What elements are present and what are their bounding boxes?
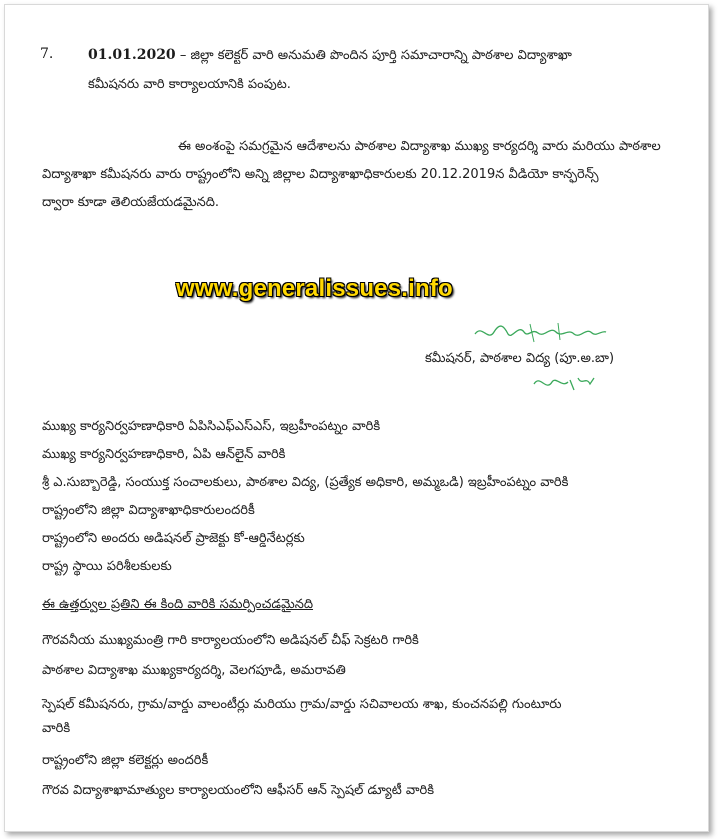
item-date: 01.01.2020 bbox=[88, 47, 176, 63]
copy-to-1: గౌరవనీయ ముఖ్యమంత్రి గారి కార్యాలయంలోని అడిషనల్ చీఫ్ సెక్రటరి గారికి bbox=[42, 633, 419, 648]
recipient-4: రాష్ట్రంలోని జిల్లా విద్యాశాఖాధికారులందరికీ bbox=[42, 503, 255, 518]
recipient-6: రాష్ట్ర స్థాయి పరిశీలకులకు bbox=[42, 559, 172, 574]
item-line-1 bbox=[88, 46, 572, 65]
signatory-title: కమీషనర్, పాఠశాల విద్య (పూ.అ.బా) bbox=[425, 351, 615, 366]
paragraph-line-3: ద్వారా కూడా తెలియజేయడమైనది. bbox=[42, 195, 220, 210]
item-line-1-text: – జిల్లా కలెక్టర్ వారి అనుమతి పొందిన పూర్తి సమాచారాన్ని పాఠశాల విద్యాశాఖా bbox=[179, 48, 572, 63]
paragraph-line-2: విద్యాశాఖా కమీషనరు వారు రాష్ట్రంలోని అన్ని జిల్లాల విద్యాశాఖాధికారులకు 20.12.2019న వీడియో కాన్ఫరెన్స్ bbox=[42, 167, 599, 182]
watermark: www.generalissues.info bbox=[176, 275, 453, 302]
copy-to-2: పాఠశాల విద్యాశాఖ ముఖ్యకార్యదర్శి, వెలగపూడి, అమరావతి bbox=[42, 663, 346, 678]
recipient-3: శ్రీ ఎ.సుబ్బారెడ్డి, సంయుక్త సంచాలకులు, పాఠశాల విద్య, (ప్రత్యేక అధికారి, అమ్మఒడి) ఇబ్రహీంపట్నం వారికి bbox=[42, 475, 569, 490]
recipient-5: రాష్ట్రంలోని అందరు అడిషనల్ ప్రాజెక్టు కో-ఆర్డినేటర్లకు bbox=[42, 531, 305, 546]
copy-heading: ఈ ఉత్తర్వుల ప్రతిని ఈ కింది వారికి సమర్పించడమైనది bbox=[42, 597, 314, 612]
copy-to-4: రాష్ట్రంలోని జిల్లా కలెక్టర్లు అందరికీ bbox=[42, 753, 209, 768]
recipient-2: ముఖ్య కార్యనిర్వహణాధికారి, ఏపి ఆన్‌లైన్ వారికి bbox=[42, 447, 286, 462]
signature-icon bbox=[470, 318, 610, 348]
recipient-1: ముఖ్య కార్యనిర్వహణాధికారి ఏపిసిఎఫ్ఎస్ఎస్, ఇబ్రహీంపట్నం వారికి bbox=[42, 419, 381, 434]
copy-to-3-cont: వారికి bbox=[42, 721, 71, 736]
item-number: 7. bbox=[40, 46, 54, 62]
copy-to-3: స్పెషల్ కమీషనరు, గ్రామ/వార్డు వాలంటీర్లు మరియు గ్రామ/వార్డు సచివాలయ శాఖ, కుంచనపల్లి గుంటూరు bbox=[42, 697, 562, 712]
item-line-2: కమీషనరు వారి కార్యాలయానికి పంపుట. bbox=[88, 77, 291, 92]
paragraph-line-1: ఈ అంశంపై సమగ్రమైన ఆదేశాలను పాఠశాల విద్యాశాఖ ముఖ్య కార్యదర్శి వారు మరియు పాఠశాల bbox=[178, 139, 661, 154]
copy-to-5: గౌరవ విద్యాశాఖామాత్యుల కార్యాలయంలోని ఆఫీసర్ ఆన్ స్పెషల్ డ్యూటీ వారికి bbox=[42, 783, 434, 798]
initial-mark-icon bbox=[530, 370, 600, 396]
